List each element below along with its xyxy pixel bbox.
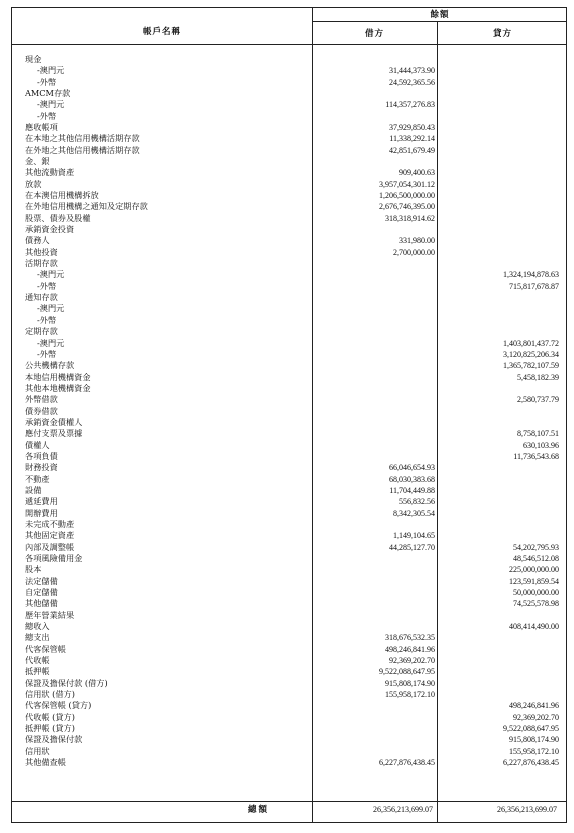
account-name: 外幣借款 [25, 394, 58, 405]
debit-amount: 37,929,850.43 [389, 123, 435, 133]
account-name: 其他備查帳 [25, 757, 66, 768]
table-row [12, 190, 568, 201]
account-name: 在外地信用機構之通知及定期存款 [25, 201, 148, 212]
table-row [12, 428, 568, 439]
debit-amount: 66,046,654.93 [389, 463, 435, 473]
table-row [12, 678, 568, 689]
table-row [12, 292, 568, 303]
credit-amount: 11,736,543.68 [513, 451, 559, 461]
table-row [12, 406, 568, 417]
table-row [12, 360, 568, 371]
table-row [12, 644, 568, 655]
table-row [12, 167, 568, 178]
account-name: -澳門元 [37, 269, 65, 280]
account-name: 活期存款 [25, 258, 58, 269]
table-row [12, 281, 568, 292]
table-row [12, 303, 568, 314]
account-name: 其他流動資產 [25, 167, 75, 178]
account-name: 各項負債 [25, 450, 58, 461]
debit-amount: 11,704,449.88 [389, 485, 435, 495]
account-name: 總收入 [25, 621, 50, 631]
table-row [12, 723, 568, 734]
debit-amount: 68,030,383.68 [389, 474, 435, 484]
account-name: 代收帳 [25, 655, 50, 666]
account-name: 承銷資金投資 [25, 224, 75, 235]
table-row [12, 610, 568, 621]
table-row [12, 133, 568, 144]
credit-amount: 50,000,000.00 [513, 587, 559, 597]
table-row [12, 213, 568, 224]
table-row [12, 598, 568, 609]
table-row [12, 111, 568, 122]
table-row [12, 394, 568, 405]
table-row [12, 508, 568, 519]
account-name: 其他固定資產 [25, 530, 75, 541]
account-name: 公共機構存款 [25, 360, 75, 371]
credit-amount: 408,414,490.00 [509, 622, 559, 631]
table-row [12, 757, 568, 768]
table-row [12, 462, 568, 473]
table-row [12, 179, 568, 190]
account-name: 不動產 [25, 473, 50, 484]
debit-amount: 42,851,679.49 [389, 145, 435, 155]
table-row [12, 700, 568, 711]
debit-amount: 2,700,000.00 [393, 247, 435, 257]
credit-amount: 8,758,107.51 [517, 429, 559, 439]
table-row [12, 122, 568, 133]
total-credit: 26,356,213,699.07 [497, 805, 557, 814]
table-row [12, 564, 568, 575]
account-name: 在本澳信用機構拆放 [25, 190, 99, 201]
credit-amount: 54,202,795.93 [513, 542, 559, 552]
debit-amount: 9,522,088,647.95 [379, 667, 435, 677]
account-name: 其他投資 [25, 246, 58, 257]
table-row [12, 712, 568, 723]
header-bottom-rule [12, 44, 566, 45]
account-name: 現金 [25, 54, 42, 64]
account-name: 在外地之其他信用機構活期存款 [25, 144, 140, 155]
credit-amount: 6,227,876,438.45 [503, 758, 559, 768]
credit-amount: 3,120,825,206.34 [503, 349, 559, 359]
table-row [12, 440, 568, 451]
credit-amount: 9,522,088,647.95 [503, 724, 559, 734]
credit-amount: 48,546,512.08 [513, 553, 559, 563]
debit-amount: 1,206,500,000.00 [379, 191, 435, 201]
table-row [12, 542, 568, 553]
table-row [12, 77, 568, 88]
table-row [12, 258, 568, 269]
table-row [12, 201, 568, 212]
table-row [12, 451, 568, 462]
table-row [12, 417, 568, 428]
account-name: 保證及擔保付款 (借方) [25, 677, 108, 688]
table-row [12, 235, 568, 246]
table-row [12, 553, 568, 564]
debit-amount: 114,357,276.83 [385, 100, 435, 110]
credit-amount: 1,324,194,878.63 [503, 270, 559, 280]
credit-amount: 1,365,782,107.59 [503, 361, 559, 371]
credit-amount: 630,103.96 [523, 440, 559, 450]
account-name: 法定儲備 [25, 575, 58, 586]
credit-amount: 1,403,801,437.72 [503, 338, 559, 348]
table-row [12, 145, 568, 156]
account-name: 代客保管帳 (貸方) [25, 700, 92, 711]
table-row [12, 734, 568, 745]
account-name: 開辦費用 [25, 507, 58, 518]
debit-amount: 6,227,876,438.45 [379, 758, 435, 768]
credit-amount: 915,808,174.90 [509, 735, 559, 745]
table-row [12, 746, 568, 757]
table-row [12, 655, 568, 666]
credit-amount: 92,369,202.70 [513, 712, 559, 722]
table-row [12, 474, 568, 485]
table-row [12, 99, 568, 110]
account-name: 通知存款 [25, 292, 58, 303]
table-row [12, 485, 568, 496]
account-name: 代客保管帳 [25, 643, 66, 654]
account-name: 歷年營業結果 [25, 609, 75, 620]
credit-amount: 2,580,737.79 [517, 395, 559, 405]
account-name: 未完成不動產 [25, 518, 75, 529]
account-name: 金、銀 [25, 156, 50, 167]
account-name: -外幣 [37, 110, 57, 121]
table-row [12, 315, 568, 326]
debit-amount: 1,149,104.65 [393, 531, 435, 541]
table-row [12, 156, 568, 167]
account-name: 應付支票及票據 [25, 428, 83, 439]
debit-amount: 318,676,532.35 [385, 633, 435, 643]
account-name: 總支出 [25, 632, 50, 643]
debit-amount: 915,808,174.90 [385, 678, 435, 688]
table-row [12, 587, 568, 598]
table-row [12, 576, 568, 587]
credit-amount: 155,958,172.10 [509, 746, 559, 756]
table-row [12, 632, 568, 643]
account-name: -外幣 [37, 280, 57, 291]
debit-amount: 92,369,202.70 [389, 656, 435, 666]
table-row [12, 530, 568, 541]
debit-amount: 31,444,373.90 [389, 66, 435, 76]
table-row [12, 349, 568, 360]
debit-amount: 498,246,841.96 [385, 644, 435, 654]
debit-amount: 155,958,172.10 [385, 690, 435, 700]
account-name: AMCM存款 [25, 88, 71, 99]
balance-header-rule [312, 21, 566, 22]
account-name: -澳門元 [37, 65, 65, 76]
table-row [12, 372, 568, 383]
table-row [12, 519, 568, 530]
table-row [12, 383, 568, 394]
credit-amount: 123,591,859.54 [509, 576, 559, 586]
account-name: 代收帳 (貸方) [25, 711, 75, 722]
account-name: 信用狀 [25, 745, 50, 756]
balance-header: 餘額 [430, 10, 450, 20]
account-name: 承銷資金債權人 [25, 416, 83, 427]
debit-amount: 318,318,914.62 [385, 213, 435, 223]
debit-amount: 2,676,746,395.00 [379, 202, 435, 212]
table-row [12, 88, 568, 99]
account-name: 設備 [25, 484, 42, 495]
account-name: 債券借款 [25, 405, 58, 416]
table-row [12, 224, 568, 235]
account-name: 放款 [25, 178, 42, 189]
account-name: 本地信用機構資金 [25, 371, 91, 382]
table-row [12, 65, 568, 76]
total-debit: 26,356,213,699.07 [373, 805, 433, 814]
table-row [12, 666, 568, 677]
account-name: -澳門元 [37, 99, 65, 110]
account-name: 定期存款 [25, 326, 58, 337]
account-name: 股票、債券及股權 [25, 212, 91, 223]
credit-amount: 498,246,841.96 [509, 701, 559, 711]
credit-amount: 715,817,678.87 [509, 281, 559, 291]
account-name-header: 帳戶名稱 [142, 27, 181, 37]
account-name: 其他本地機構資金 [25, 382, 91, 393]
account-name: 各項風險備用金 [25, 552, 83, 563]
account-name: 債務人 [25, 235, 50, 246]
debit-amount: 11,338,292.14 [389, 134, 435, 144]
table-row [12, 269, 568, 280]
table-row [12, 689, 568, 700]
credit-amount: 225,000,000.00 [509, 565, 559, 575]
account-name: 債權人 [25, 439, 50, 450]
credit-amount: 5,458,182.39 [517, 372, 559, 382]
account-name: -澳門元 [37, 337, 65, 348]
debit-amount: 331,980.00 [399, 236, 435, 246]
total-top-rule [12, 801, 566, 802]
account-name: 抵押帳 (貸方) [25, 723, 75, 734]
debit-amount: 909,400.63 [399, 168, 435, 178]
account-name: 自定儲備 [25, 586, 58, 597]
account-name: -外幣 [37, 314, 57, 325]
account-name: -外幣 [37, 76, 57, 87]
debit-amount: 556,832.56 [399, 497, 435, 507]
debit-amount: 3,957,054,301.12 [379, 179, 435, 189]
credit-header: 貸方 [492, 29, 512, 39]
account-name: -澳門元 [37, 303, 65, 314]
account-name: -外幣 [37, 348, 57, 359]
table-row [12, 496, 568, 507]
debit-amount: 44,285,127.70 [389, 542, 435, 552]
account-name: 抵押帳 [25, 666, 50, 677]
table-row [12, 247, 568, 258]
account-name: 保證及擔保付款 [25, 734, 83, 745]
account-name: 內部及調整帳 [25, 541, 75, 552]
balance-sheet-table [11, 7, 567, 823]
table-row [12, 54, 568, 65]
account-name: 股本 [25, 564, 42, 575]
account-name: 其他儲備 [25, 598, 58, 609]
account-name: 財務投資 [25, 462, 58, 473]
table-row [12, 621, 568, 632]
account-name: 信用狀 (借方) [25, 689, 75, 700]
account-name: 在本地之其他信用機構活期存款 [25, 133, 140, 144]
credit-amount: 74,525,578.98 [513, 599, 559, 609]
table-row [12, 338, 568, 349]
account-name: 遞延費用 [25, 496, 58, 507]
table-row [12, 326, 568, 337]
total-label: 總額 [248, 805, 270, 815]
debit-header: 借方 [364, 29, 384, 39]
debit-amount: 24,592,365.56 [389, 77, 435, 87]
debit-amount: 8,342,305.54 [393, 508, 435, 518]
account-name: 應收帳項 [25, 122, 58, 133]
